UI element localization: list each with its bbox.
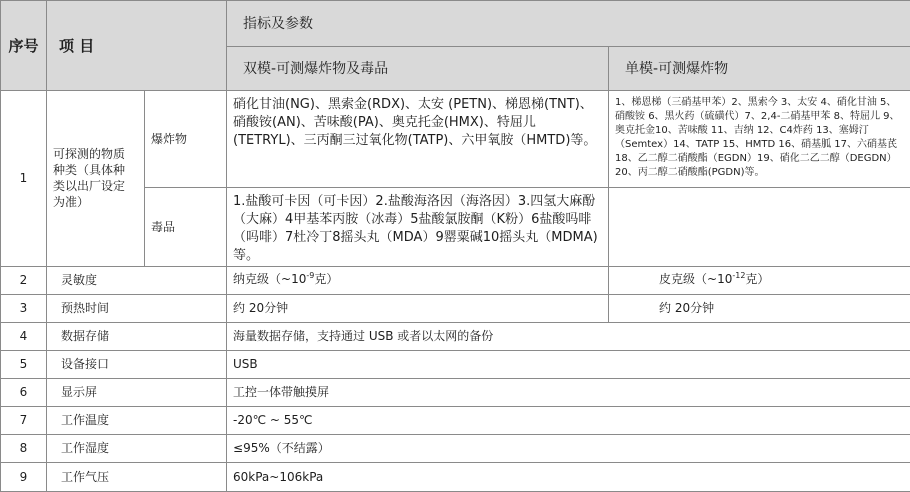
row-pressure — [1, 462, 910, 491]
row-value: 60kPa~106kPa — [227, 462, 910, 491]
row-no: 7 — [1, 406, 47, 434]
header-single: 单模-可测爆炸物 — [609, 47, 910, 91]
row-item: 工作气压 — [47, 462, 227, 491]
header-row — [1, 1, 910, 47]
single-value: 约 20分钟 — [609, 294, 910, 322]
row-humidity — [1, 434, 910, 462]
row-no: 2 — [1, 266, 47, 294]
row-temperature — [1, 406, 910, 434]
row-no: 8 — [1, 434, 47, 462]
row-no: 9 — [1, 462, 47, 491]
sub-item-explosive: 爆炸物 — [145, 91, 227, 188]
row-warmup — [1, 294, 910, 322]
row-value: 工控一体带触摸屏 — [227, 378, 910, 406]
row-item: 可探测的物质 种类（具体种 类以出厂设定 为准） — [47, 91, 145, 266]
row-item: 工作湿度 — [47, 434, 227, 462]
row-item: 工作温度 — [47, 406, 227, 434]
row-item: 显示屏 — [47, 378, 227, 406]
header-no: 序号 — [1, 1, 47, 91]
row-value: -20℃ ~ 55℃ — [227, 406, 910, 434]
row-item: 灵敏度 — [47, 266, 227, 294]
header-item: 项 目 — [47, 1, 227, 91]
row-value: 海量数据存储，支持通过 USB 或者以太网的备份 — [227, 322, 910, 350]
row-no: 1 — [1, 91, 47, 266]
single-value: 皮克级（$\sim 10^{-12}$克） — [609, 266, 910, 294]
row-item: 数据存储 — [47, 322, 227, 350]
row-interface — [1, 350, 910, 378]
row-no: 3 — [1, 294, 47, 322]
sub-item-drug: 毒品 — [145, 188, 227, 266]
row-value: USB — [227, 350, 910, 378]
row-no: 5 — [1, 350, 47, 378]
dual-explosive-list: 硝化甘油(NG)、黑索金(RDX)、太安 (PETN)、梯恩梯(TNT)、硝酸铵(AN)、苦味酸(PA)、奥克托金(HMX)、特屈儿(TETRYL)、三丙酮三过氧化物(TATP)、六甲氧胺（HMTD)等。 — [227, 91, 609, 188]
row-item: 设备接口 — [47, 350, 227, 378]
row-detectable-explosive — [1, 91, 910, 188]
row-item: 预热时间 — [47, 294, 227, 322]
row-no: 4 — [1, 322, 47, 350]
dual-value: 约 20分钟 — [227, 294, 609, 322]
row-sensitivity — [1, 266, 910, 294]
row-storage — [1, 322, 910, 350]
header-params: 指标及参数 — [227, 1, 910, 47]
row-no: 6 — [1, 378, 47, 406]
dual-drug-list: 1.盐酸可卡因（可卡因）2.盐酸海洛因（海洛因）3.四氢大麻酚（大麻）4甲基苯丙胺（冰毒）5盐酸氯胺酮（K粉）6盐酸吗啡（吗啡）7杜冷丁8摇头丸（MDA）9罂粟碱10摇头丸（MDMA)等。 — [227, 188, 609, 266]
row-display — [1, 378, 910, 406]
row-value: ≤95%（不结露） — [227, 434, 910, 462]
header-dual: 双模-可测爆炸物及毒品 — [227, 47, 609, 91]
single-drug-list — [609, 188, 910, 266]
dual-value: 纳克级（$\sim 10^{-9}$克） — [227, 266, 609, 294]
single-explosive-list: 1、梯恩梯（三硝基甲苯）2、黑索今 3、太安 4、硝化甘油 5、硝酸铵 6、黑火药（硫磺代）7、2,4-二硝基甲苯 8、特屈儿 9、奥克托金10、苦味酸 11、吉纳 12、C4炸药 13、塞姆汀（Semtex）14、TATP 15、HMTD 16、硝基胍 17、六硝基芪 18、乙二醇二硝酸酯（EGDN）19、硝化二乙二醇（DEGDN） 20、丙二醇二硝酸酯(PGDN)等。 — [609, 91, 910, 188]
